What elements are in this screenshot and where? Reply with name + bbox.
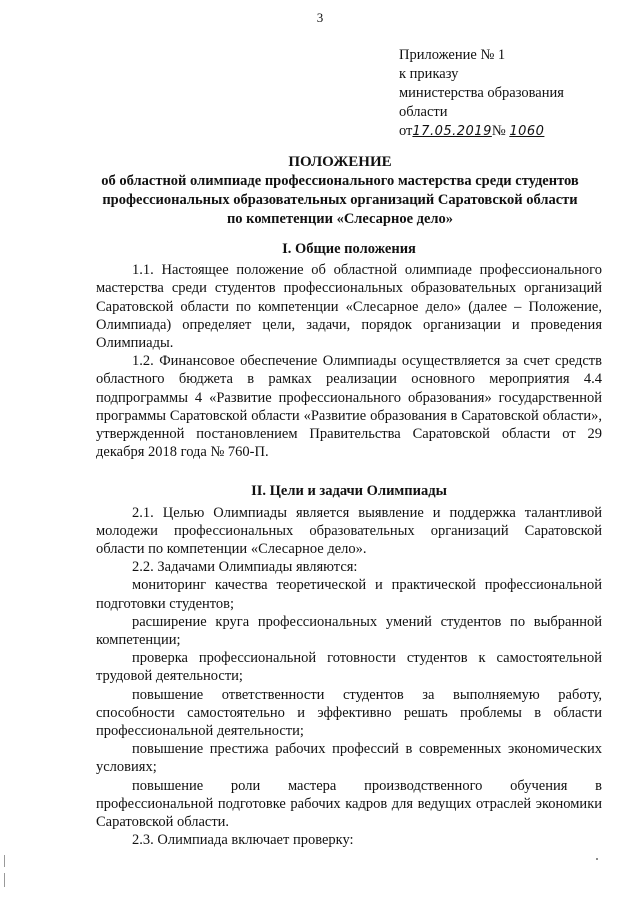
paragraph: 2.3. Олимпиада включает проверку:	[132, 832, 354, 849]
paragraph: 1.2. Финансовое обеспечение Олимпиады осуществляется за счет средств областного бюджета в рамках реализации основного мероприятия 4.4 подпрограммы 4 «Развитие профессионального образования» государственной программы Саратовской области «Развитие образования в Саратовской области», утвержденной постановлением Правительства Саратовской области от 29 декабря 2018 года № 760-П.	[96, 353, 602, 461]
scan-margin-mark	[4, 855, 5, 867]
title-line: профессиональных образовательных организаций Саратовской области	[102, 192, 578, 208]
title-main: ПОЛОЖЕНИЕ	[288, 154, 392, 170]
title-line: об областной олимпиаде профессионального мастерства среди студентов	[101, 173, 579, 189]
paragraph: 2.2. Задачами Олимпиады являются:	[132, 559, 358, 576]
appendix-line: к приказу	[399, 66, 459, 82]
paragraph: 2.1. Целью Олимпиады является выявление и поддержка талантливой молодежи профессиональных образовательных организаций Саратовской области по компетенции «Слесарное дело».	[96, 504, 602, 558]
list-item: расширение круга профессиональных умений студентов по выбранной компетенции;	[96, 613, 602, 649]
scan-speck	[596, 858, 598, 860]
list-item: повышение престижа рабочих профессий в современных экономических условиях;	[96, 741, 602, 776]
list-item: проверка профессиональной готовности студентов к самостоятельной трудовой деятельности;	[96, 650, 602, 685]
appendix-line: Приложение № 1	[399, 47, 506, 63]
paragraph: 1.1. Настоящее положение об областной олимпиаде профессионального мастерства среди студентов профессиональных образовательных организаций Саратовской области по компетенции «Слесарное дело» (далее – Положение, Олимпиада) определяет цели, задачи, порядок организации и проведения Олимпиады.	[96, 262, 602, 352]
appendix-line: области	[399, 104, 448, 120]
appendix-line: министерства образования	[399, 85, 564, 101]
document-body	[96, 240, 602, 850]
handwritten-date: 17.05.2019	[412, 124, 492, 139]
list-item: повышение роли мастера производственного обучения в профессиональной подготовке рабочих кадров для ведущих отраслей экономики Саратовской области.	[96, 777, 602, 831]
number-prefix: №	[491, 123, 506, 139]
list-item: мониторинг качества теоретической и практической профессиональной подготовки студентов;	[96, 577, 602, 612]
handwritten-number: 1060	[509, 124, 545, 139]
title-line: по компетенции «Слесарное дело»	[226, 211, 454, 227]
date-prefix: от	[399, 123, 413, 139]
appendix-date-line	[399, 122, 629, 141]
list-item: повышение ответственности студентов за выполняемую работу, способности самостоятельно и эффективно решать проблемы в области профессиональной деятельности;	[96, 686, 602, 740]
appendix-header	[399, 46, 629, 141]
section-heading: II. Цели и задачи Олимпиады	[251, 483, 447, 500]
page-number: 3	[316, 10, 324, 25]
section-heading: I. Общие положения	[282, 241, 416, 257]
scan-margin-mark	[4, 873, 5, 887]
document-title	[60, 153, 620, 229]
